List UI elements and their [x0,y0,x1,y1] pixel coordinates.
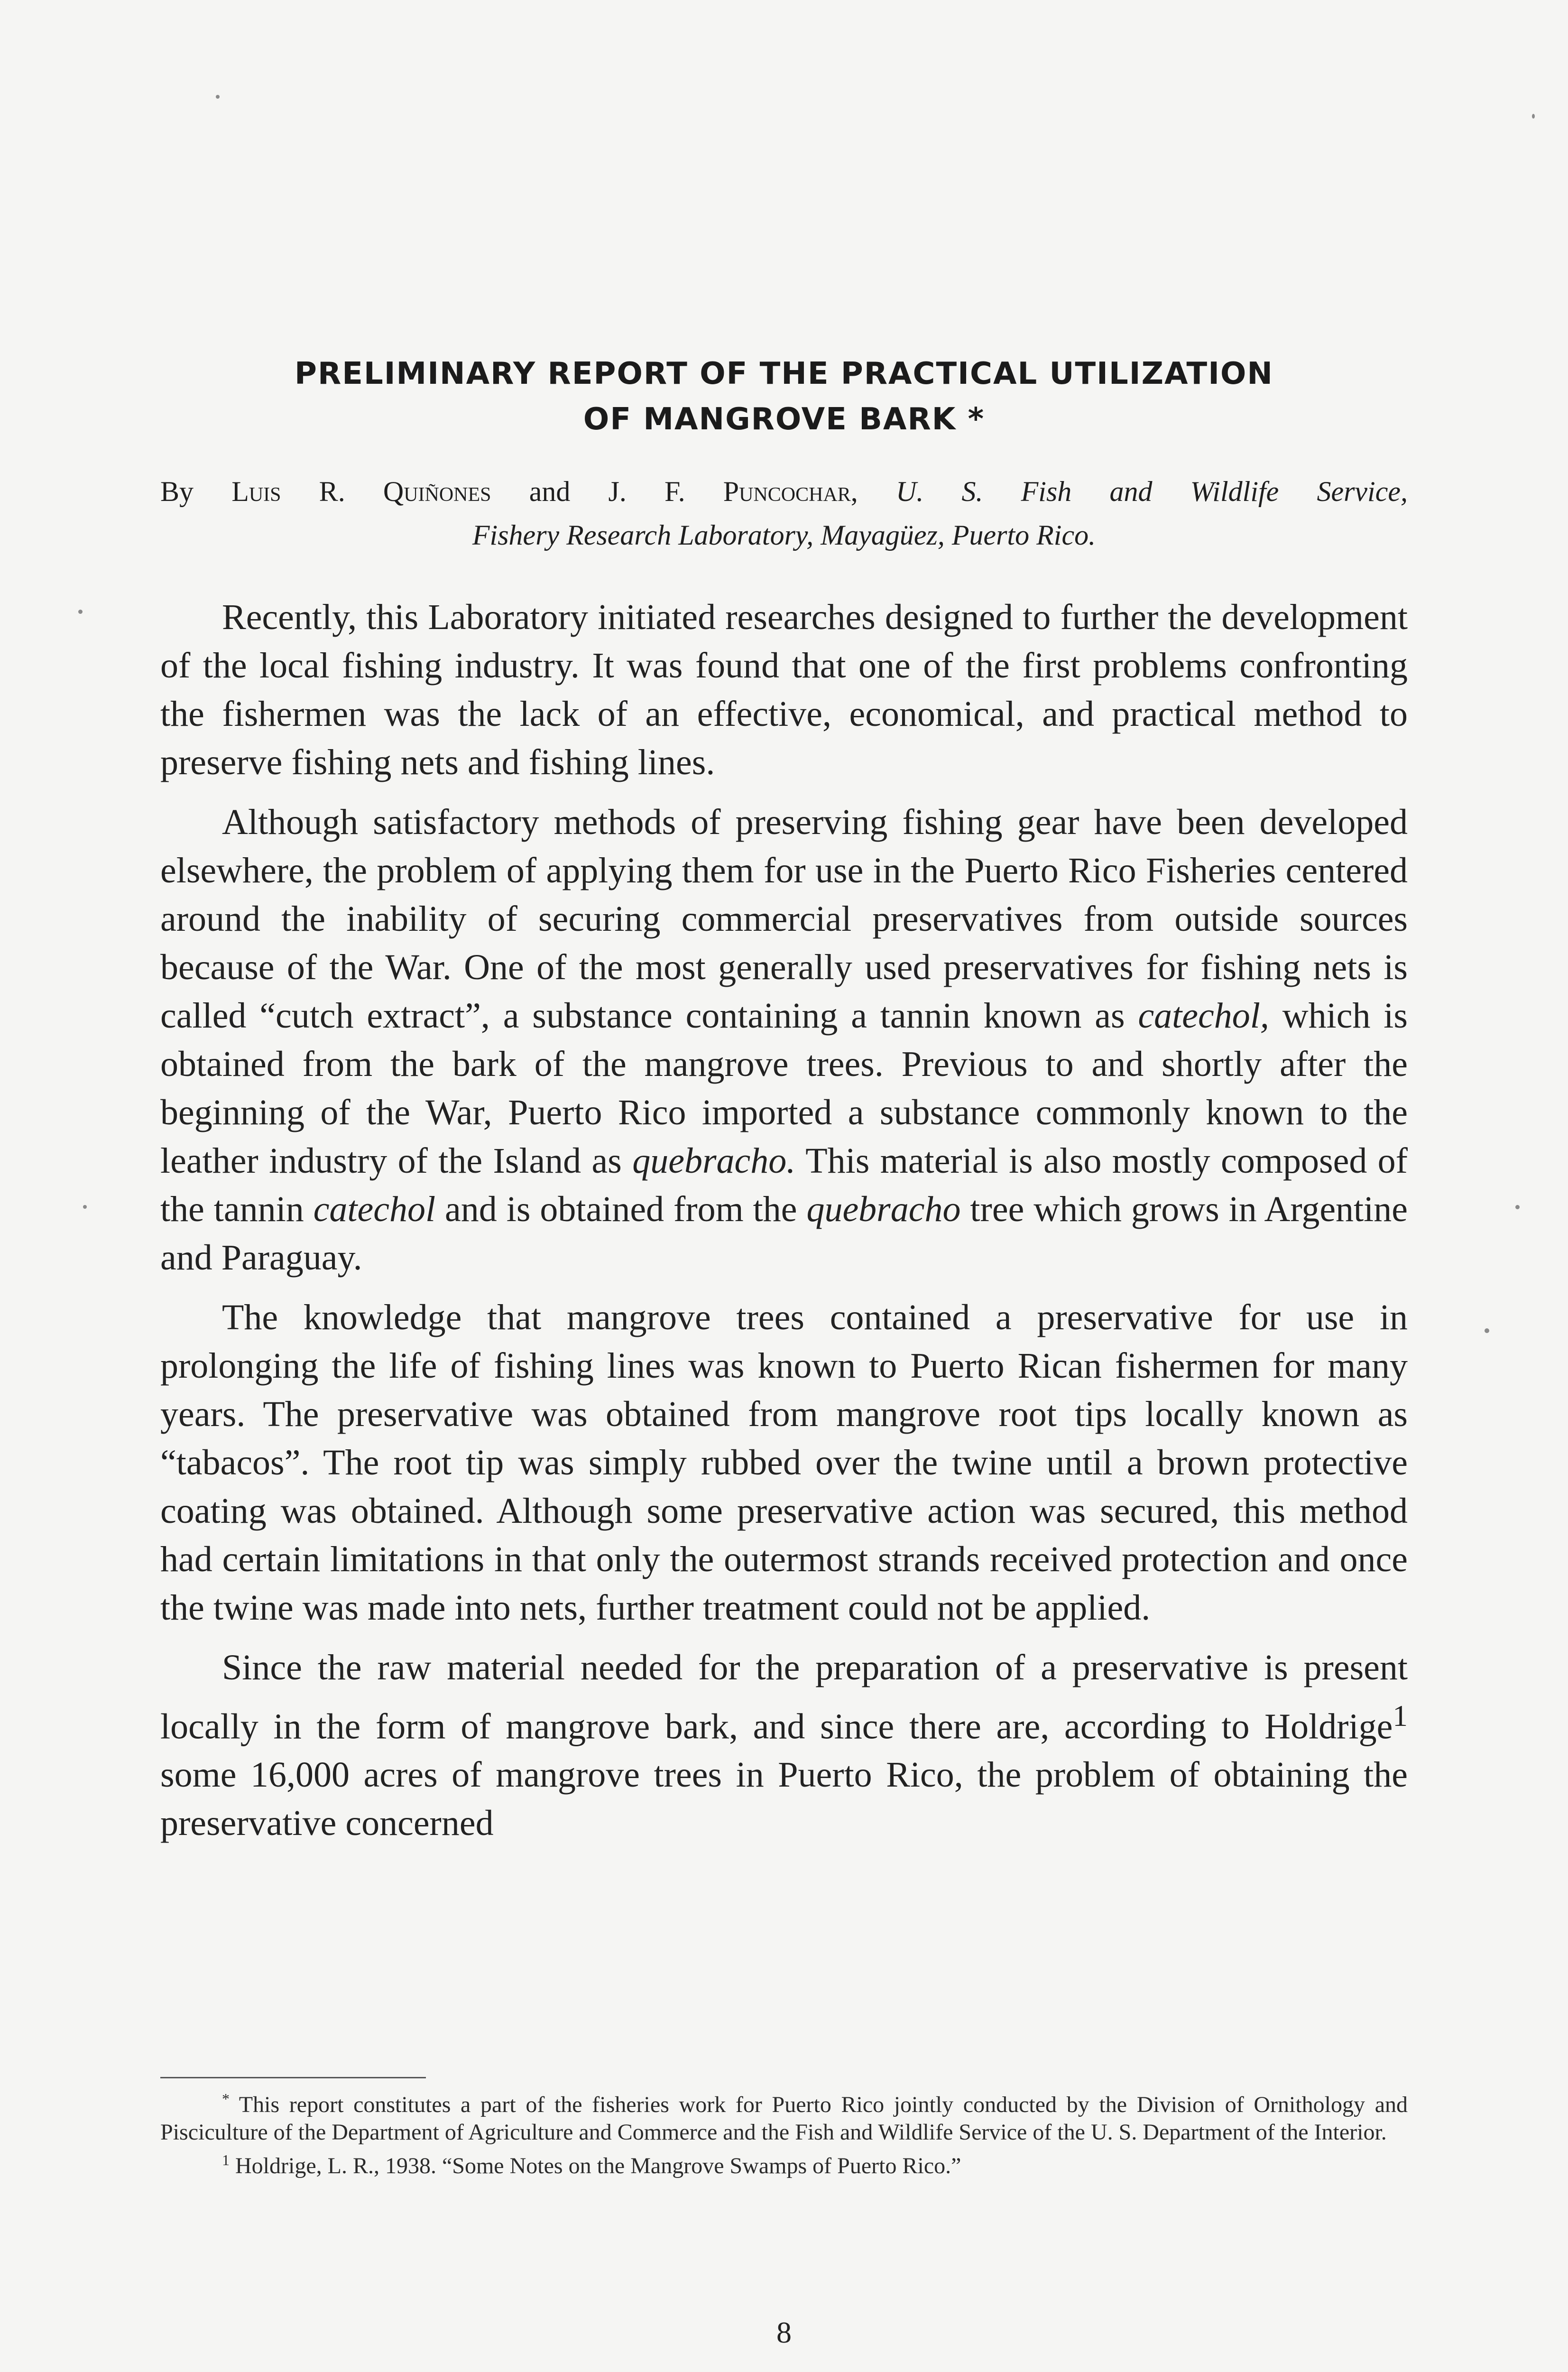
p2-text-e: tree which grows in Argentine and Paraguay. [160,1189,1408,1278]
scan-speck [216,95,220,99]
author-1: Luis R. Quiñones [231,476,491,507]
footnote-divider [160,2077,426,2078]
byline-prefix: By [160,476,232,507]
scan-speck [1515,1205,1520,1209]
author-2: J. F. Puncochar, [608,476,858,507]
page-number: 8 [776,2316,792,2349]
scan-speck [1532,114,1535,119]
footnote-reference: 1 [1393,1699,1408,1733]
article-title [160,351,1408,442]
byline-and: and [491,476,609,507]
p4-text-b: some 16,000 acres of mangrove trees in Puerto Rico, the problem of obtaining the preservative concerned [160,1755,1408,1844]
term-catechol: catechol, [1138,996,1269,1036]
title-line-1: PRELIMINARY REPORT OF THE PRACTICAL UTILIZATION [295,356,1273,391]
p2-text-a: Although satisfactory methods of preserving fishing gear have been developed elsewhere, the problem of applying them for use in the Puerto Rico Fisheries centered around the inability of securing commercial preservatives from outside sources because of the War. One of the most generally used preservatives for fishing nets is called “cutch extract”, a substance containing a tannin known as [160,802,1408,1036]
footnotes [160,2085,1408,2180]
byline-authors [160,470,1408,513]
footnote-2 [160,2146,1408,2180]
p2-text-b: which is obtained from the bark of the mangrove trees. Previous to and shortly after the beginning of the War, Puerto Rico imported a substance commonly known to the leather industry of the Island as [160,996,1408,1181]
p2-text-c: This material is also mostly composed of the tannin [160,1141,1408,1229]
footnote-1-mark: * [222,2090,230,2107]
footnote-2-text: Holdrige, L. R., 1938. “Some Notes on the Mangrove Swamps of Puerto Rico.” [230,2153,961,2178]
affiliation-line-1: U. S. Fish and Wildlife Service, [858,476,1408,507]
scan-speck [1485,1328,1489,1333]
author-byline [160,470,1408,557]
article-body [160,593,1408,1859]
p4-text-a: Since the raw material needed for the preparation of a preservative is present locally in the form of mangrove bark, and since there are, according to Holdrige [160,1648,1408,1747]
footnote-2-mark: 1 [222,2151,230,2168]
footnote-1-text: This report constitutes a part of the fisheries work for Puerto Rico jointly conducted by the Division of Ornithology and Pisciculture of the Department of Agriculture and Commerce and the Fish and Wildlife Service of the U. S. Department of the Interior. [160,2092,1408,2145]
p2-text-d: and is obtained from the [435,1189,807,1229]
title-line-2: OF MANGROVE BARK * [583,402,985,437]
paragraph-2 [160,798,1408,1282]
paragraph-3: The knowledge that mangrove trees contained a preservative for use in prolonging the life of fishing lines was known to Puerto Rican fishermen for many years. The preservative was obtained from mangrove root tips locally known as “tabacos”. The root tip was simply rubbed over the twine until a brown protective coating was obtained. Although some preservative action was secured, this method had certain limitations in that only the outermost strands received protection and once the twine was made into nets, further treatment could not be applied. [160,1297,1408,1628]
affiliation-line-2: Fishery Research Laboratory, Mayagüez, Puerto Rico. [472,519,1096,551]
scan-speck [78,610,83,614]
paragraph-1: Recently, this Laboratory initiated researches designed to further the development of the local fishing industry. It was found that one of the first problems confronting the fishermen was the lack of an effective, economical, and practical method to preserve fishing nets and fishing lines. [160,597,1408,782]
term-catechol: catechol [313,1189,436,1229]
paragraph-4 [160,1643,1408,1847]
term-quebracho: quebracho. [632,1141,796,1181]
scan-speck [83,1205,87,1209]
footnote-1 [160,2085,1408,2146]
term-quebracho: quebracho [806,1189,961,1229]
